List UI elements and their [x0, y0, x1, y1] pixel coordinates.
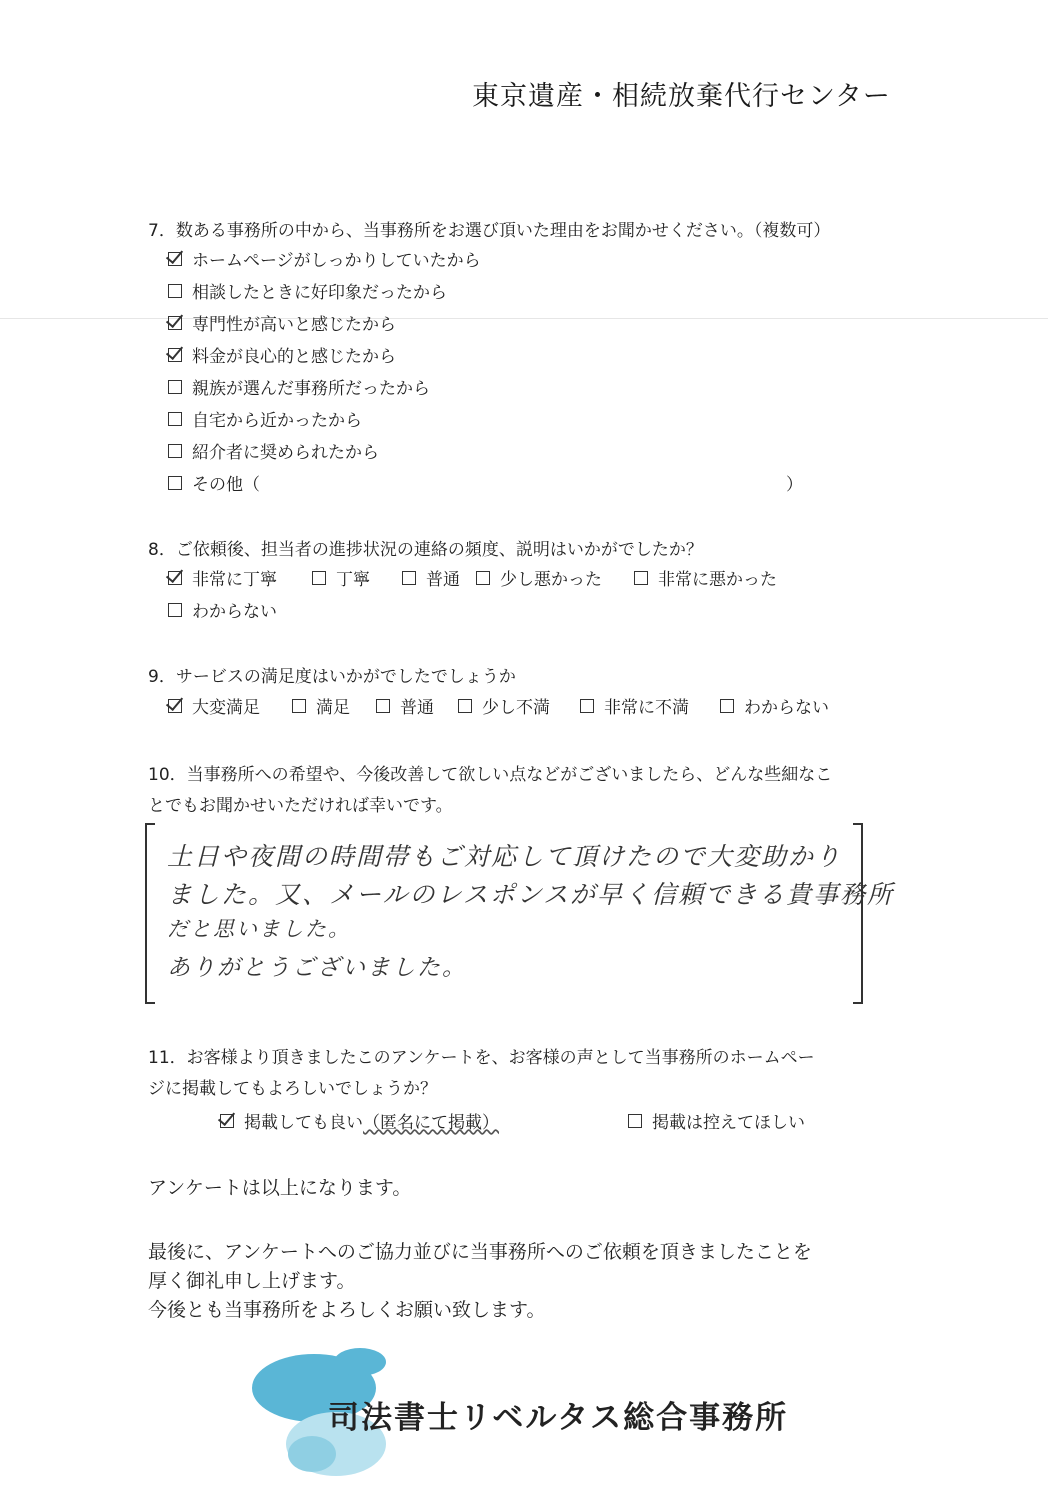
q7-option-near-home[interactable]	[168, 406, 362, 431]
option-label: その他（	[192, 475, 260, 495]
option-label: 丁寧	[336, 570, 370, 590]
q7-option-homepage[interactable]	[168, 246, 481, 271]
checkbox-icon[interactable]	[168, 412, 182, 426]
closing-line4: 今後とも当事務所をよろしくお願い致します。	[148, 1299, 546, 1321]
question-10-line2: とでもお聞かせいただければ幸いです。	[148, 796, 453, 816]
option-label: 親族が選んだ事務所だったから	[192, 379, 430, 399]
question-11-line1: 11．お客様より頂きましたこのアンケートを、お客様の声として当事務所のホームペー	[148, 1048, 815, 1068]
checkbox-checked-icon[interactable]	[168, 252, 182, 266]
closing-line3: 厚く御礼申し上げます。	[148, 1270, 356, 1292]
q7-option-referral[interactable]	[168, 438, 379, 463]
option-label: 掲載は控えてほしい	[652, 1113, 805, 1133]
closing-line1: アンケートは以上になります。	[148, 1177, 412, 1199]
handwritten-answer-line1: 土日や夜間の時間帯もご対応して頂けたので大変助かり	[167, 842, 843, 871]
option-label: 少し悪かった	[500, 570, 602, 590]
q8-option-very-polite[interactable]	[168, 565, 277, 590]
q8-option-very-bad[interactable]	[634, 565, 777, 590]
option-label: 紹介者に奨められたから	[192, 443, 379, 463]
handwritten-answer-line4: ありがとうございました。	[167, 955, 467, 981]
q9-option-very-dissatisfied[interactable]	[580, 693, 689, 718]
q8-option-unknown[interactable]	[168, 597, 277, 622]
checkbox-icon[interactable]	[168, 444, 182, 458]
option-label: 少し不満	[482, 698, 550, 718]
q7-option-other[interactable]	[168, 470, 260, 495]
checkbox-icon[interactable]	[476, 571, 490, 585]
checkbox-checked-icon[interactable]	[168, 571, 182, 585]
option-label: 自宅から近かったから	[192, 411, 362, 431]
checkbox-icon[interactable]	[376, 699, 390, 713]
option-label: わからない	[744, 698, 829, 718]
option-label: わからない	[192, 602, 277, 622]
handwritten-answer-line2: ました。又、メールのレスポンスが早く信頼できる貴事務所	[167, 880, 895, 909]
question-10-line1: 10．当事務所への希望や、今後改善して欲しい点などがございましたら、どんな些細なこ	[148, 765, 833, 785]
q7-option-relatives[interactable]	[168, 374, 430, 399]
q8-option-slightly-bad[interactable]	[476, 565, 602, 590]
q9-option-slightly-dissatisfied[interactable]	[458, 693, 550, 718]
q7-option-impression[interactable]	[168, 278, 447, 303]
option-label: 掲載しても良い	[244, 1113, 363, 1133]
checkbox-icon[interactable]	[402, 571, 416, 585]
checkbox-icon[interactable]	[168, 603, 182, 617]
option-label: 普通	[400, 698, 434, 718]
checkbox-icon[interactable]	[168, 380, 182, 394]
paper-fold-line	[0, 318, 1048, 319]
checkbox-icon[interactable]	[628, 1114, 642, 1128]
option-label: ホームページがしっかりしていたから	[192, 251, 481, 271]
checkbox-icon[interactable]	[312, 571, 326, 585]
closing-line2: 最後に、アンケートへのご協力並びに当事務所へのご依頼を頂きましたことを	[148, 1241, 812, 1263]
checkbox-checked-icon[interactable]	[168, 316, 182, 330]
question-11-line2: ジに掲載してもよろしいでしょうか？	[148, 1079, 437, 1099]
option-label: 非常に悪かった	[658, 570, 777, 590]
answer-box[interactable]	[145, 823, 895, 1000]
other-close-paren: ）	[786, 475, 803, 495]
checkbox-checked-icon[interactable]	[220, 1114, 234, 1128]
q7-option-expertise[interactable]	[168, 310, 396, 335]
checkbox-icon[interactable]	[168, 476, 182, 490]
right-bracket	[853, 823, 863, 1004]
page-title: 東京遺産・相続放棄代行センター	[472, 81, 891, 112]
q8-option-normal[interactable]	[402, 565, 460, 590]
handwritten-answer-line3: だと思いました。	[167, 917, 351, 941]
option-label: 料金が良心的と感じたから	[192, 347, 396, 367]
office-logo-text: 司法書士リベルタス総合事務所	[328, 1400, 789, 1436]
q11-option-allow[interactable]	[220, 1108, 499, 1133]
q9-option-normal[interactable]	[376, 693, 434, 718]
q9-option-satisfied[interactable]	[292, 693, 350, 718]
checkbox-icon[interactable]	[720, 699, 734, 713]
checkbox-icon[interactable]	[168, 284, 182, 298]
option-label: 普通	[426, 570, 460, 590]
option-note: （匿名にて掲載）	[363, 1113, 499, 1133]
option-label: 非常に丁寧	[192, 570, 277, 590]
q9-option-very-satisfied[interactable]	[168, 693, 260, 718]
question-9: 9．サービスの満足度はいかがでしたでしょうか	[148, 667, 516, 687]
question-7: 7．数ある事務所の中から、当事務所をお選び頂いた理由をお聞かせください。（複数可）	[148, 221, 831, 241]
checkbox-icon[interactable]	[580, 699, 594, 713]
question-8: 8．ご依頼後、担当者の進捗状況の連絡の頻度、説明はいかがでしたか？	[148, 540, 703, 560]
q8-option-polite[interactable]	[312, 565, 370, 590]
left-bracket	[145, 823, 155, 1004]
option-label: 専門性が高いと感じたから	[192, 315, 396, 335]
checkbox-icon[interactable]	[458, 699, 472, 713]
checkbox-icon[interactable]	[634, 571, 648, 585]
q7-option-fee[interactable]	[168, 342, 396, 367]
q9-option-unknown[interactable]	[720, 693, 829, 718]
option-label: 満足	[316, 698, 350, 718]
q11-option-decline[interactable]	[628, 1108, 805, 1133]
option-label: 非常に不満	[604, 698, 689, 718]
checkbox-checked-icon[interactable]	[168, 699, 182, 713]
checkbox-icon[interactable]	[292, 699, 306, 713]
checkbox-checked-icon[interactable]	[168, 348, 182, 362]
option-label: 相談したときに好印象だったから	[192, 283, 447, 303]
option-label: 大変満足	[192, 698, 260, 718]
